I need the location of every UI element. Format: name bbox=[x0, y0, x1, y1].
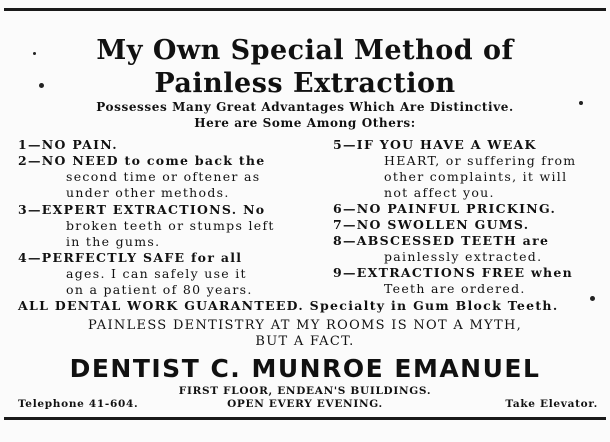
benefit-6: 6—NO PAINFUL PRICKING. bbox=[333, 201, 557, 216]
benefit-3-line-3: in the gums. bbox=[66, 234, 161, 249]
elevator-note: Take Elevator. bbox=[505, 398, 598, 410]
benefit-5-line-4: not affect you. bbox=[384, 185, 495, 200]
benefit-2-line-2: second time or oftener as bbox=[66, 169, 261, 184]
benefit-5-line-3: other complaints, it will bbox=[384, 169, 568, 184]
benefit-3-line-2: broken teeth or stumps left bbox=[66, 218, 275, 233]
benefit-4-line-2: ages. I can safely use it bbox=[66, 266, 247, 281]
benefit-1: 1—NO PAIN. bbox=[18, 137, 118, 152]
benefit-5-line-2: HEART, or suffering from bbox=[384, 153, 577, 168]
benefit-7: 7—NO SWOLLEN GUMS. bbox=[333, 217, 530, 232]
address-line: FIRST FLOOR, ENDEAN'S BUILDINGS. bbox=[178, 385, 432, 397]
print-speck bbox=[590, 296, 595, 301]
ad-title-line-2: Painless Extraction bbox=[154, 68, 456, 99]
benefit-4: 4—PERFECTLY SAFE for all bbox=[18, 250, 243, 265]
opening-hours: OPEN EVERY EVENING. bbox=[227, 398, 383, 410]
benefit-2: 2—NO NEED to come back the bbox=[18, 153, 266, 168]
intro-line-1: Possesses Many Great Advantages Which Are Distinctive. bbox=[96, 100, 514, 114]
claim-line-2: BUT A FACT. bbox=[255, 334, 355, 349]
telephone-number: Telephone 41-604. bbox=[18, 398, 139, 410]
top-border-rule bbox=[4, 8, 606, 11]
benefit-5: 5—IF YOU HAVE A WEAK bbox=[333, 137, 537, 152]
benefit-9: 9—EXTRACTIONS FREE when bbox=[333, 265, 574, 280]
benefit-3: 3—EXPERT EXTRACTIONS. No bbox=[18, 202, 266, 217]
benefit-8-line-2: painlessly extracted. bbox=[384, 249, 543, 264]
guarantee-line: ALL DENTAL WORK GUARANTEED. Specialty in Gum Block Teeth. bbox=[18, 298, 559, 313]
bottom-border-rule bbox=[4, 417, 606, 420]
intro-line-2: Here are Some Among Others: bbox=[194, 116, 416, 130]
dentist-name: DENTIST C. MUNROE EMANUEL bbox=[69, 354, 541, 383]
benefit-4-line-3: on a patient of 80 years. bbox=[66, 282, 253, 297]
benefit-9-line-2: Teeth are ordered. bbox=[384, 281, 526, 296]
benefit-8: 8—ABSCESSED TEETH are bbox=[333, 233, 550, 248]
claim-line-1: PAINLESS DENTISTRY AT MY ROOMS IS NOT A MYTH, bbox=[87, 318, 523, 333]
ad-title-line-1: My Own Special Method of bbox=[96, 35, 514, 66]
benefit-2-line-3: under other methods. bbox=[66, 185, 230, 200]
